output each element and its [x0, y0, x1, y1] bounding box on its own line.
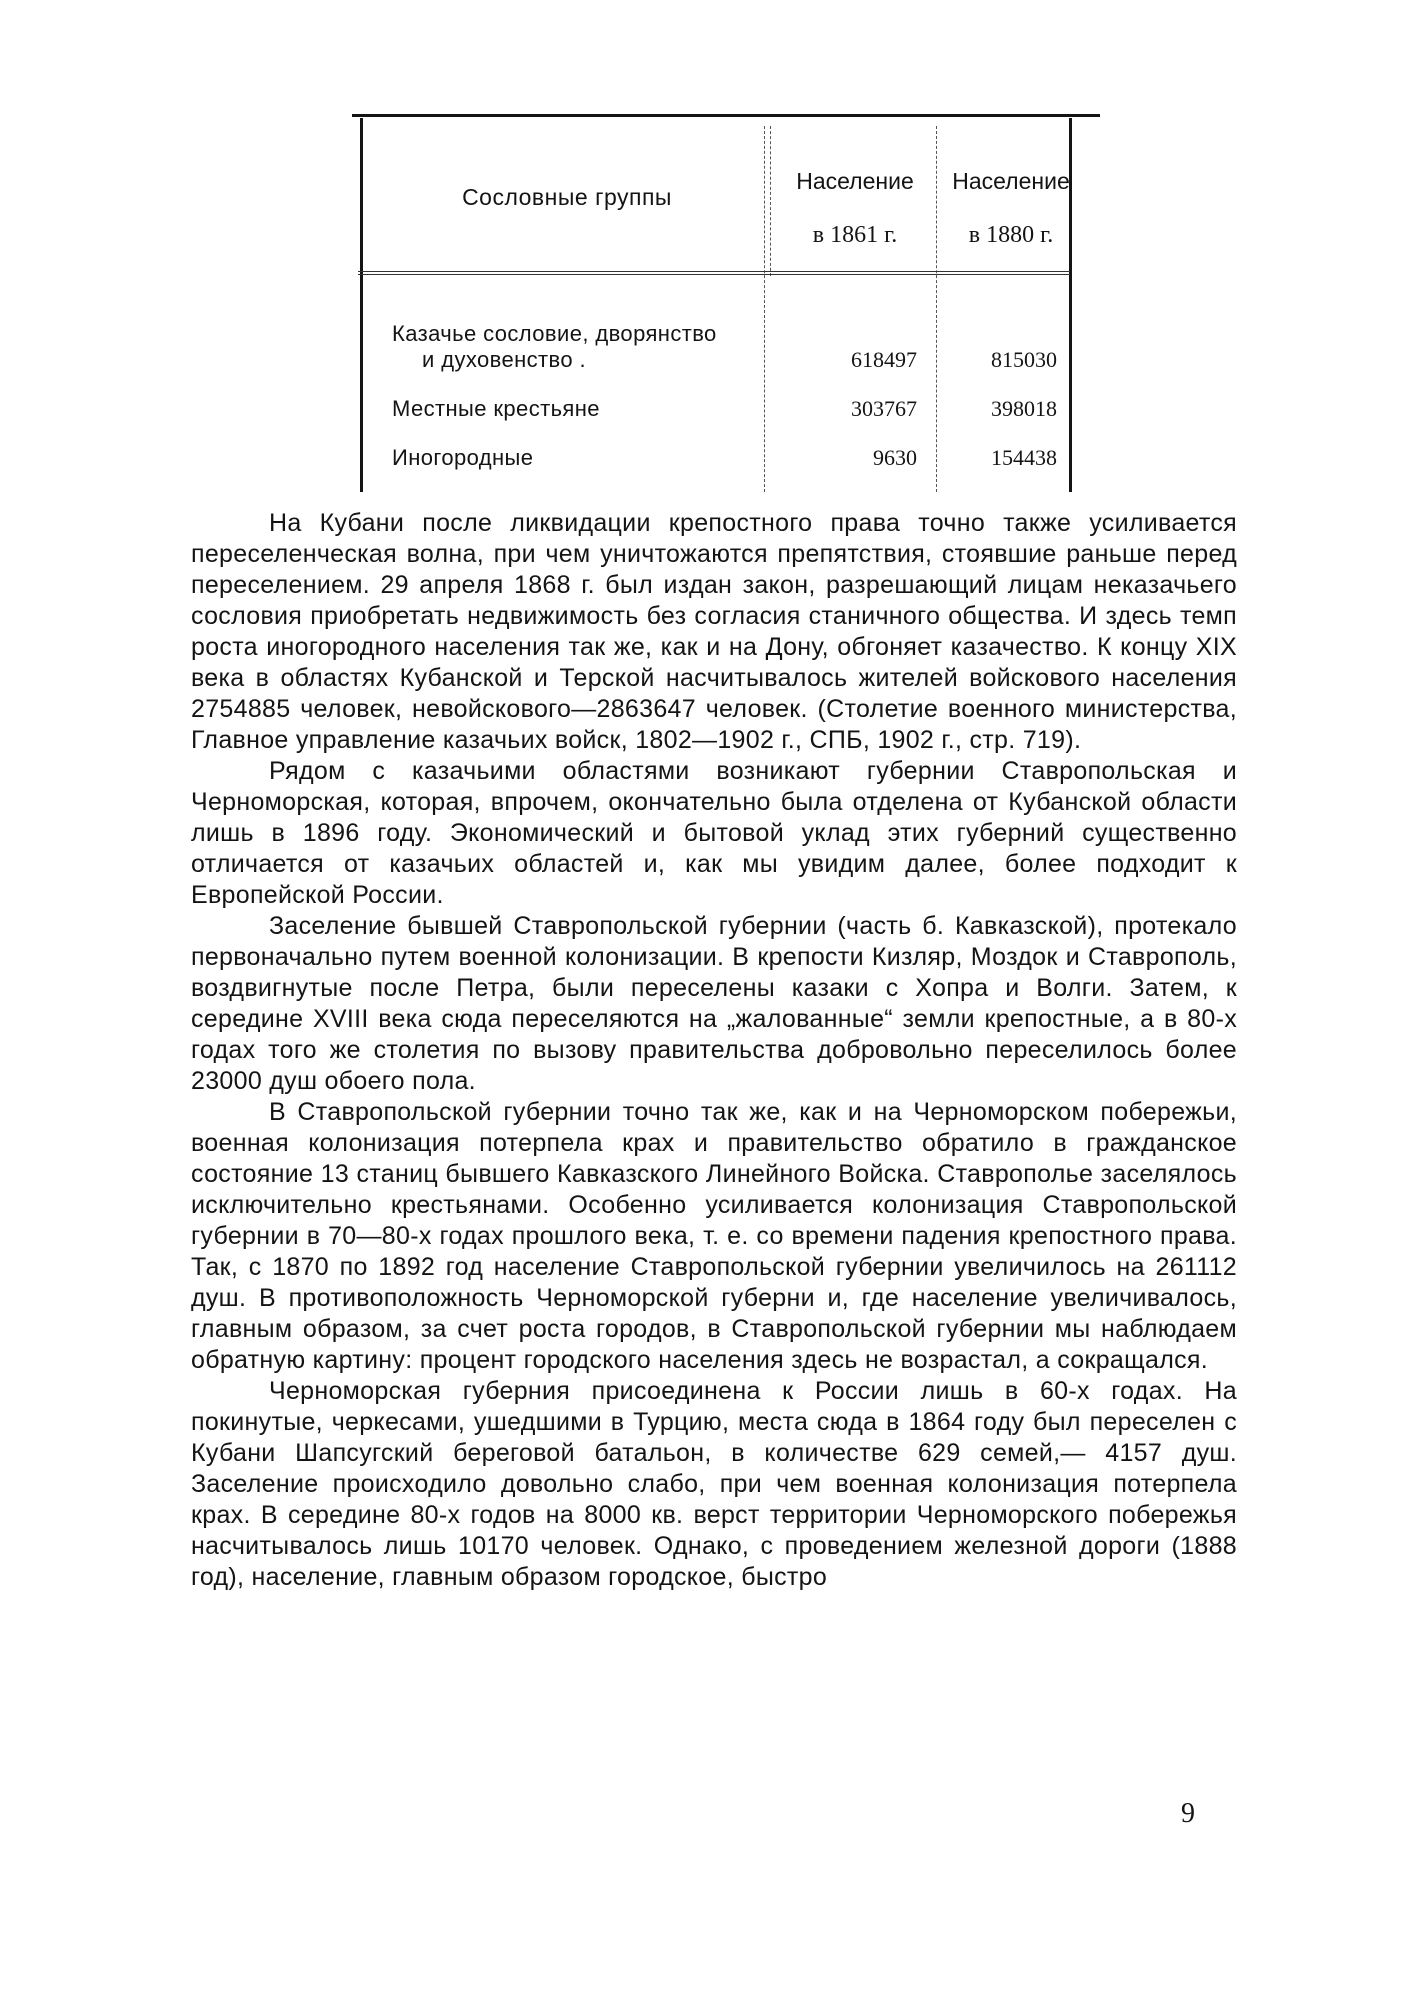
row-label: Казачье сословие, дворянство — [392, 321, 717, 346]
row-value-1880: 154438 — [991, 445, 1057, 470]
paragraph: Рядом с казачьими областями возникают губернии Ставропольская и Черноморская, которая, впрочем, окончательно была отделена от Кубанской области лишь в 1896 году. Экономический и бытовой уклад этих губерний существенно отличается от казачьих областей и, как мы увидим далее, более подходит к Европейской России. — [191, 757, 1237, 909]
row-label: Иногородные — [392, 445, 534, 470]
row-value-1880: 815030 — [991, 347, 1057, 372]
row-label-cont: и духовенство . — [422, 347, 587, 372]
paragraph: Заселение бывшей Ставропольской губернии (часть б. Кавказской), протекало первоначально путем военной колонизации. В крепости Кизляр, Моздок и Ставрополь, воздвигнутые после Петра, были переселены казаки с Хопра и Волги. Затем, к середине XVIII века сюда переселяются на „жалованные“ земли крепостные, а в 80-х годах того же столетия по вызову правительства добровольно переселилось более 23000 душ обоего пола. — [191, 912, 1237, 1095]
table-left-border — [360, 118, 363, 492]
row-value-1861: 303767 — [851, 396, 917, 421]
header-pop-1880-line2: в 1880 г. — [968, 222, 1054, 248]
header-pop-1880-line1: Население — [952, 168, 1070, 194]
paragraph: Черноморская губерния присоединена к России лишь в 60-х годах. На покинутые, черкесами, ушедшими в Турцию, места сюда в 1864 году был переселен с Кубани Шапсугский береговой батальон, в количестве 629 семей,— 4157 душ. Заселение происходило довольно слабо, при чем военная колонизация потерпела крах. В середине 80-х годов на 8000 кв. верст территории Черноморского побережья насчитывалось лишь 10170 человек. Однако, с проведением железной дороги (1888 год), население, главным образом городское, быстро — [191, 1377, 1237, 1591]
row-value-1880: 398018 — [991, 396, 1057, 421]
row-value-1861: 9630 — [873, 445, 917, 470]
column-divider — [764, 126, 766, 492]
header-group: Сословные группы — [462, 184, 672, 210]
header-pop-1861 — [772, 154, 938, 262]
table-top-rule — [352, 114, 1100, 117]
header-pop-1880 — [942, 154, 1080, 262]
page-number: 9 — [1181, 1798, 1195, 1829]
header-pop-1861-line2: в 1861 г. — [812, 222, 898, 248]
row-label: Местные крестьяне — [392, 396, 600, 421]
paragraph: В Ставропольской губернии точно так же, как и на Черноморском побережьи, военная колонизация потерпела крах и правительство обратило в гражданское состояние 13 станиц бывшего Кавказского Линейного Войска. Ставрополье заселялось исключительно крестьянами. Особенно усиливается колонизация Ставропольской губернии в 70—80-х годах прошлого века, т. е. со времени падения крепостного права. Так, с 1870 по 1892 год население Ставропольской губернии увеличилось на 261112 душ. В противоположность Черноморской губерни и, где население увеличивалось, главным образом, за счет роста городов, в Ставропольской губернии мы наблюдаем обратную картину: процент городского населения здесь не возрастал, а сокращался. — [191, 1098, 1237, 1374]
row-value-1861: 618497 — [851, 347, 917, 372]
population-table — [352, 114, 1100, 492]
header-pop-1861-line1: Население — [796, 168, 914, 194]
header-separator — [358, 271, 1070, 275]
body-text — [191, 508, 1237, 1593]
paragraph: На Кубани после ликвидации крепостного права точно также усиливается переселенческая волна, при чем уничтожаются препятствия, стоявшие раньше перед переселением. 29 апреля 1868 г. был издан закон, разрешающий лицам неказачьего сословия приобретать недвижимость без согласия станичного общества. И здесь темп роста иногородного населения так же, как и на Дону, обгоняет казачество. К концу XIX века в областях Кубанской и Терской насчитывалось жителей войскового населения 2754885 человек, невойскового—2863647 человек. (Столетие военного министерства, Главное управление казачьих войск, 1802—1902 г., СПБ, 1902 г., стр. 719). — [191, 509, 1237, 754]
